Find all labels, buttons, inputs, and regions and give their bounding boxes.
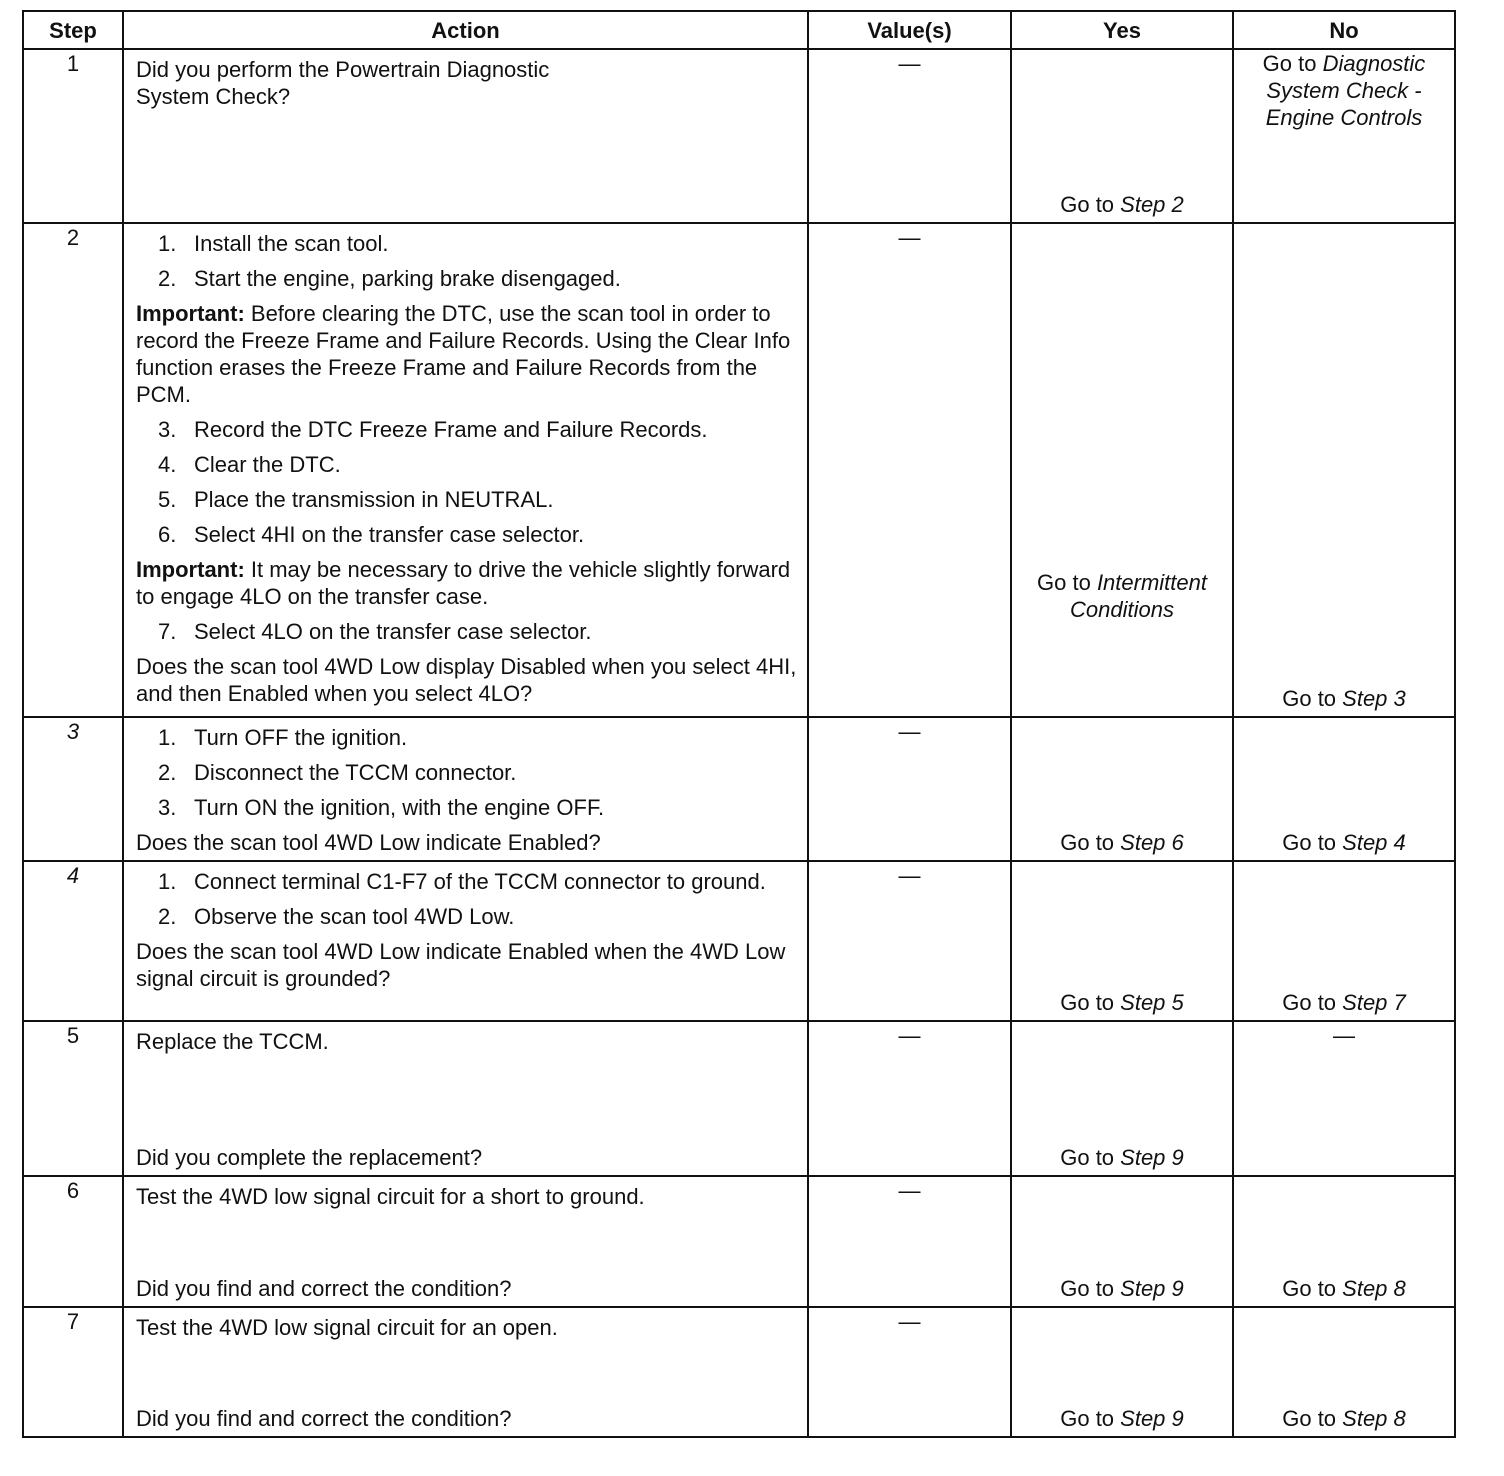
header-yes: Yes	[1011, 11, 1233, 49]
yes-link[interactable]: Step 6	[1120, 830, 1184, 855]
diagnostic-table	[22, 10, 1456, 1438]
yes-cell	[1011, 1021, 1233, 1176]
list-item: 7. Select 4LO on the transfer case selector.	[158, 619, 592, 644]
no-cell	[1233, 717, 1455, 861]
yes-link[interactable]: Step 2	[1120, 192, 1184, 217]
table-row	[23, 223, 1455, 717]
list-item: 3. Turn ON the ignition, with the engine OFF.	[158, 795, 605, 820]
value-cell: —	[808, 1307, 1011, 1437]
action-text: Test the 4WD low signal circuit for a short to ground.	[136, 1184, 645, 1209]
important-note: Important: Before clearing the DTC, use the scan tool in order to record the Freeze Frame and Failure Records. Using the Clear Info function erases the Freeze Frame and Failure Records from the PCM.	[136, 301, 791, 407]
list-item: 1. Turn OFF the ignition.	[158, 725, 408, 750]
header-no: No	[1233, 11, 1455, 49]
action-cell	[123, 717, 808, 861]
action-steps	[136, 868, 799, 930]
list-item: 3. Record the DTC Freeze Frame and Failure Records.	[158, 417, 708, 442]
yes-text: Go to Step 6	[1060, 830, 1184, 855]
no-link[interactable]: Step 7	[1342, 990, 1406, 1015]
no-cell	[1233, 223, 1455, 717]
yes-text: Go to Step 9	[1060, 1145, 1184, 1170]
no-text: Go to Step 4	[1282, 830, 1406, 855]
action-cell	[123, 1176, 808, 1307]
table-row	[23, 1021, 1455, 1176]
action-question: Did you find and correct the condition?	[136, 1276, 512, 1301]
action-steps	[136, 724, 799, 821]
header-action: Action	[123, 11, 808, 49]
step-number: 5	[23, 1021, 123, 1176]
no-text: Go to Step 8	[1282, 1276, 1406, 1301]
action-cell	[123, 1307, 808, 1437]
yes-text: Go to Step 9	[1060, 1406, 1184, 1431]
yes-link[interactable]: Step 9	[1120, 1406, 1184, 1431]
list-item: 5. Place the transmission in NEUTRAL.	[158, 487, 554, 512]
step-number: 4	[23, 861, 123, 1021]
action-cell	[123, 861, 808, 1021]
yes-cell	[1011, 223, 1233, 717]
action-steps	[136, 230, 799, 292]
list-item: 2. Observe the scan tool 4WD Low.	[158, 904, 515, 929]
action-question: Does the scan tool 4WD Low display Disabled when you select 4HI, and then Enabled when you select 4LO?	[136, 654, 797, 706]
yes-text: Go to Step 5	[1060, 990, 1184, 1015]
step-number: 3	[23, 717, 123, 861]
no-text: Go to Step 8	[1282, 1406, 1406, 1431]
header-values: Value(s)	[808, 11, 1011, 49]
yes-link[interactable]: Step 9	[1120, 1145, 1184, 1170]
yes-cell	[1011, 1176, 1233, 1307]
action-question: Does the scan tool 4WD Low indicate Enabled?	[136, 830, 601, 855]
action-cell	[123, 1021, 808, 1176]
action-question: Does the scan tool 4WD Low indicate Enabled when the 4WD Low signal circuit is grounded?	[136, 939, 786, 991]
list-item: 6. Select 4HI on the transfer case selector.	[158, 522, 585, 547]
value-cell: —	[808, 1176, 1011, 1307]
step-number: 2	[23, 223, 123, 717]
action-steps	[136, 416, 799, 548]
action-cell	[123, 49, 808, 223]
no-link[interactable]: Step 8	[1342, 1406, 1406, 1431]
action-question: Did you complete the replacement?	[136, 1145, 483, 1170]
table-row	[23, 49, 1455, 223]
step-number: 7	[23, 1307, 123, 1437]
no-cell	[1233, 1176, 1455, 1307]
no-link[interactable]: Step 3	[1342, 686, 1406, 711]
yes-cell	[1011, 1307, 1233, 1437]
value-cell: —	[808, 1021, 1011, 1176]
list-item: 2. Start the engine, parking brake disengaged.	[158, 266, 621, 291]
list-item: 1. Connect terminal C1-F7 of the TCCM connector to ground.	[158, 869, 766, 894]
no-text: Go to Step 3	[1282, 686, 1406, 711]
action-cell	[123, 223, 808, 717]
yes-cell	[1011, 49, 1233, 223]
header-step: Step	[23, 11, 123, 49]
yes-link[interactable]: Step 9	[1120, 1276, 1184, 1301]
yes-text: Go to Step 9	[1060, 1276, 1184, 1301]
header-row	[23, 11, 1455, 49]
no-cell	[1233, 49, 1455, 223]
list-item: 4. Clear the DTC.	[158, 452, 341, 477]
action-text: Test the 4WD low signal circuit for an open.	[136, 1315, 558, 1340]
important-note: Important: It may be necessary to drive the vehicle slightly forward to engage 4LO on the transfer case.	[136, 557, 791, 609]
step-number: 6	[23, 1176, 123, 1307]
yes-cell	[1011, 717, 1233, 861]
yes-text: Go to Step 2	[1060, 192, 1184, 217]
no-link[interactable]: Diagnostic System Check - Engine Controls	[1265, 51, 1426, 130]
action-text: Did you perform the Powertrain Diagnostic System Check?	[136, 57, 550, 109]
step-number: 1	[23, 49, 123, 223]
action-question: Did you find and correct the condition?	[136, 1406, 512, 1431]
no-text: Go to Diagnostic System Check - Engine Controls	[1262, 51, 1426, 130]
list-item: 2. Disconnect the TCCM connector.	[158, 760, 517, 785]
no-cell: —	[1233, 1021, 1455, 1176]
value-cell: —	[808, 861, 1011, 1021]
no-cell	[1233, 861, 1455, 1021]
no-link[interactable]: Step 4	[1342, 830, 1406, 855]
action-steps	[136, 618, 799, 645]
yes-link[interactable]: Step 5	[1120, 990, 1184, 1015]
yes-cell	[1011, 861, 1233, 1021]
yes-text: Go to Intermittent Conditions	[1037, 570, 1207, 622]
no-link[interactable]: Step 8	[1342, 1276, 1406, 1301]
no-text: Go to Step 7	[1282, 990, 1406, 1015]
table-row	[23, 1176, 1455, 1307]
table-row	[23, 717, 1455, 861]
value-cell: —	[808, 717, 1011, 861]
action-text: Replace the TCCM.	[136, 1029, 329, 1054]
yes-link[interactable]: Intermittent Conditions	[1070, 570, 1207, 622]
list-item: 1. Install the scan tool.	[158, 231, 389, 256]
table-row	[23, 1307, 1455, 1437]
value-cell: —	[808, 49, 1011, 223]
no-cell	[1233, 1307, 1455, 1437]
table-row	[23, 861, 1455, 1021]
value-cell: —	[808, 223, 1011, 717]
